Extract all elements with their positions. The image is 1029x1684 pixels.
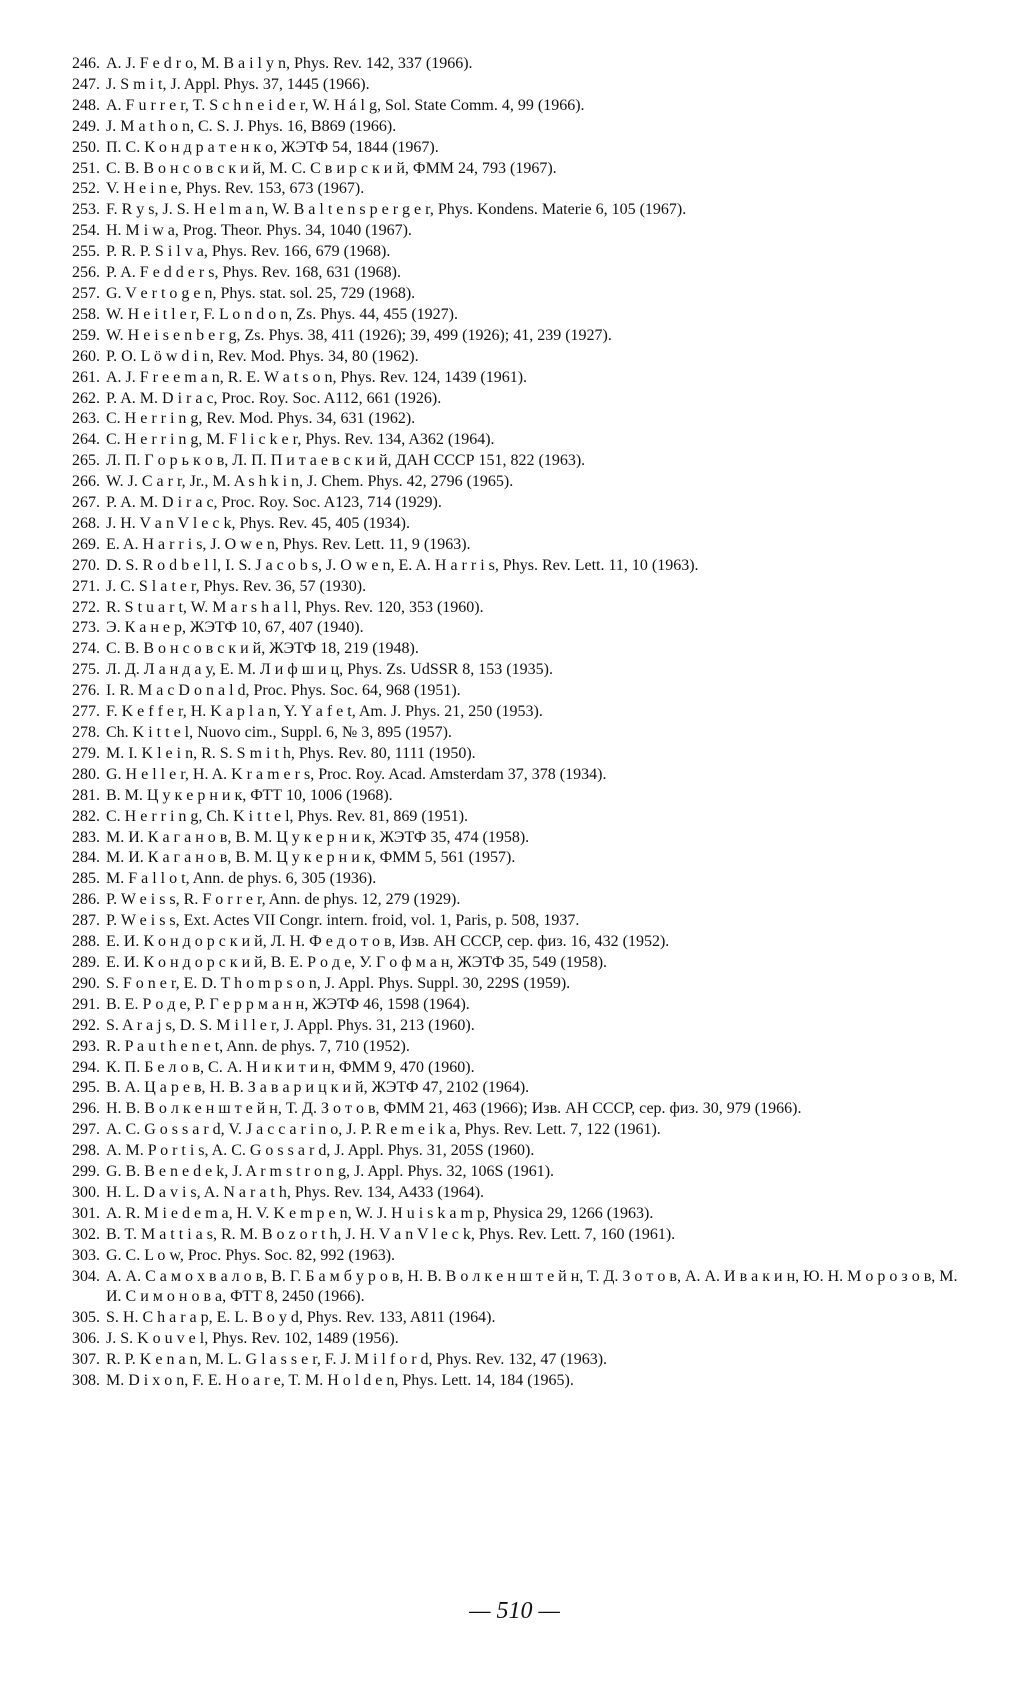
reference-text: A. C. G o s s a r d, V. J a c c a r i n o, J. P. R e m e i k a, Phys. Rev. Lett. 7, 122 (1961).	[106, 1121, 661, 1139]
reference-number: 287.	[72, 912, 100, 930]
reference-text: P. O. L ö w d i n, Rev. Mod. Phys. 34, 80 (1962).	[106, 347, 419, 365]
reference-text: M. F a l l o t, Ann. de phys. 6, 305 (1936).	[106, 870, 377, 888]
reference-number: 262.	[72, 389, 100, 407]
reference-number: 265.	[72, 452, 100, 470]
reference-number: 259.	[72, 326, 100, 344]
reference-text: М. И. К а г а н о в, В. М. Ц у к е р н и к, ЖЭТФ 35, 474 (1958).	[106, 828, 530, 846]
reference-number: 294.	[72, 1058, 100, 1076]
reference-number: 253.	[72, 201, 100, 219]
reference-number: 304.	[72, 1267, 100, 1285]
reference-number: 300.	[72, 1183, 100, 1201]
reference-number: 303.	[72, 1246, 100, 1264]
reference-entry	[56, 577, 976, 598]
reference-text: Ch. K i t t e l, Nuovo cim., Suppl. 6, № 3, 895 (1957).	[106, 724, 452, 741]
reference-entry	[56, 514, 976, 535]
reference-text: P. A. M. D i r a c, Proc. Roy. Soc. A123, 714 (1929).	[106, 494, 442, 512]
reference-text: Э. К а н е р, ЖЭТФ 10, 67, 407 (1940).	[106, 619, 364, 637]
reference-entry	[56, 723, 976, 744]
reference-text: H. L. D a v i s, A. N a r a t h, Phys. Rev. 134, A433 (1964).	[106, 1183, 485, 1201]
reference-number: 276.	[72, 682, 100, 700]
reference-entry	[56, 535, 976, 556]
reference-entry	[56, 1267, 976, 1309]
reference-number: 292.	[72, 1016, 100, 1034]
reference-text: E. A. H a r r i s, J. O w e n, Phys. Rev. Lett. 11, 9 (1963).	[106, 535, 471, 553]
reference-entry	[56, 117, 976, 138]
reference-text: С. В. В о н с о в с к и й, ЖЭТФ 18, 219 (1948).	[106, 640, 419, 658]
reference-number: 299.	[72, 1163, 100, 1181]
reference-entry	[56, 1204, 976, 1225]
reference-list	[56, 54, 976, 1392]
reference-entry	[56, 1016, 976, 1037]
reference-text: R. P. K e n a n, M. L. G l a s s e r, F. J. M i l f o r d, Phys. Rev. 132, 47 (1963).	[106, 1351, 608, 1369]
reference-text: Н. В. В о л к е н ш т е й н, Т. Д. З о т о в, ФММ 21, 463 (1966); Изв. АН СССР, сер. физ. 30, 979 (1966).	[106, 1100, 802, 1118]
reference-number: 275.	[72, 661, 100, 679]
reference-number: 285.	[72, 870, 100, 888]
reference-number: 278.	[72, 724, 100, 741]
reference-entry	[56, 1183, 976, 1204]
reference-number: 247.	[72, 75, 100, 93]
reference-entry	[56, 639, 976, 660]
reference-entry	[56, 1078, 976, 1099]
reference-entry	[56, 995, 976, 1016]
reference-number: 274.	[72, 640, 100, 658]
reference-text: R. P a u t h e n e t, Ann. de phys. 7, 710 (1952).	[106, 1037, 410, 1055]
reference-entry	[56, 263, 976, 284]
reference-entry	[56, 618, 976, 639]
reference-text: A. J. F r e e m a n, R. E. W a t s o n, Phys. Rev. 124, 1439 (1961).	[106, 368, 528, 386]
reference-entry	[56, 284, 976, 305]
reference-entry	[56, 451, 976, 472]
reference-text: B. T. M a t t i a s, R. M. B o z o r t h, J. H. V a n V l e c k, Phys. Rev. Lett. 7, 160 (1961).	[106, 1225, 676, 1243]
reference-number: 256.	[72, 264, 100, 282]
reference-entry	[56, 702, 976, 723]
reference-entry	[56, 1141, 976, 1162]
reference-text: М. И. К а г а н о в, В. М. Ц у к е р н и к, ФММ 5, 561 (1957).	[106, 849, 516, 867]
reference-entry	[56, 1120, 976, 1141]
reference-number: 284.	[72, 849, 100, 867]
reference-text: J. S m i t, J. Appl. Phys. 37, 1445 (1966).	[106, 75, 370, 93]
reference-text: Е. И. К о н д о р с к и й, В. Е. Р о д е, У. Г о ф м а н, ЖЭТФ 35, 549 (1958).	[106, 953, 608, 971]
reference-number: 248.	[72, 96, 100, 114]
reference-entry	[56, 932, 976, 953]
reference-text: А. А. С а м о х в а л о в, В. Г. Б а м б у р о в, Н. В. В о л к е н ш т е й н, Т. Д. З о т о в, А. А. И в а к и н, Ю. Н. М о р о з о в, М. И. С и м о н о в а, ФТТ 8, 2450 (1966).	[106, 1267, 958, 1306]
reference-text: M. D i x o n, F. E. H o a r e, T. M. H o l d e n, Phys. Lett. 14, 184 (1965).	[106, 1372, 574, 1390]
reference-entry	[56, 848, 976, 869]
reference-number: 291.	[72, 995, 100, 1013]
reference-entry	[56, 1037, 976, 1058]
reference-text: M. I. K l e i n, R. S. S m i t h, Phys. Rev. 80, 1111 (1950).	[106, 744, 476, 762]
reference-number: 266.	[72, 473, 100, 491]
reference-number: 271.	[72, 577, 100, 595]
reference-number: 279.	[72, 744, 100, 762]
reference-text: V. H e i n e, Phys. Rev. 153, 673 (1967).	[106, 180, 365, 198]
reference-number: 288.	[72, 933, 100, 951]
reference-number: 269.	[72, 535, 100, 553]
reference-number: 280.	[72, 765, 100, 783]
reference-number: 260.	[72, 347, 100, 365]
reference-entry	[56, 828, 976, 849]
reference-entry	[56, 389, 976, 410]
reference-text: J. S. K o u v e l, Phys. Rev. 102, 1489 (1956).	[106, 1330, 399, 1348]
reference-entry	[56, 242, 976, 263]
reference-number: 308.	[72, 1372, 100, 1390]
reference-number: 252.	[72, 180, 100, 198]
reference-entry	[56, 1308, 976, 1329]
reference-entry	[56, 347, 976, 368]
reference-text: P. W e i s s, Ext. Actes VII Congr. intern. froid, vol. 1, Paris, p. 508, 1937.	[106, 912, 580, 930]
reference-number: 289.	[72, 953, 100, 971]
reference-text: С. В. В о н с о в с к и й, М. С. С в и р с к и й, ФММ 24, 793 (1967).	[106, 159, 557, 177]
reference-entry	[56, 911, 976, 932]
reference-number: 307.	[72, 1351, 100, 1369]
reference-number: 255.	[72, 243, 100, 261]
reference-entry	[56, 786, 976, 807]
reference-text: I. R. M a c D o n a l d, Proc. Phys. Soc. 64, 968 (1951).	[106, 682, 461, 700]
reference-text: Е. И. К о н д о р с к и й, Л. Н. Ф е д о т о в, Изв. АН СССР, сер. физ. 16, 432 (1952).	[106, 933, 670, 951]
reference-entry	[56, 430, 976, 451]
reference-text: P. A. M. D i r a c, Proc. Roy. Soc. A112, 661 (1926).	[106, 389, 442, 407]
reference-text: В. М. Ц у к е р н и к, ФТТ 10, 1006 (1968).	[106, 786, 393, 804]
reference-entry	[56, 1225, 976, 1246]
reference-entry	[56, 200, 976, 221]
reference-number: 272.	[72, 598, 100, 616]
reference-entry	[56, 1246, 976, 1267]
reference-number: 258.	[72, 305, 100, 323]
reference-text: P. W e i s s, R. F o r r e r, Ann. de phys. 12, 279 (1929).	[106, 891, 461, 909]
reference-text: Л. Д. Л а н д а у, Е. М. Л и ф ш и ц, Phys. Zs. UdSSR 8, 153 (1935).	[106, 661, 553, 679]
reference-number: 246.	[72, 55, 100, 72]
reference-entry	[56, 305, 976, 326]
reference-number: 250.	[72, 138, 100, 156]
reference-entry	[56, 493, 976, 514]
reference-entry	[56, 1329, 976, 1350]
reference-text: P. A. F e d d e r s, Phys. Rev. 168, 631 (1968).	[106, 264, 401, 282]
reference-text: J. H. V a n V l e c k, Phys. Rev. 45, 405 (1934).	[106, 514, 410, 532]
reference-text: R. S t u a r t, W. M a r s h a l l, Phys. Rev. 120, 353 (1960).	[106, 598, 484, 616]
reference-entry	[56, 326, 976, 347]
reference-entry	[56, 681, 976, 702]
reference-text: A. F u r r e r, T. S c h n e i d e r, W. H á l g, Sol. State Comm. 4, 99 (1966).	[106, 96, 585, 114]
reference-text: П. С. К о н д р а т е н к о, ЖЭТФ 54, 1844 (1967).	[106, 138, 439, 156]
reference-text: G. H e l l e r, H. A. K r a m e r s, Proc. Roy. Acad. Amsterdam 37, 378 (1934).	[106, 765, 607, 783]
reference-number: 267.	[72, 494, 100, 512]
reference-text: Л. П. Г о р ь к о в, Л. П. П и т а е в с к и й, ДАН СССР 151, 822 (1963).	[106, 452, 586, 470]
reference-number: 296.	[72, 1100, 100, 1118]
reference-number: 281.	[72, 786, 100, 804]
reference-number: 263.	[72, 410, 100, 428]
reference-entry	[56, 974, 976, 995]
reference-text: W. H e i t l e r, F. L o n d o n, Zs. Phys. 44, 455 (1927).	[106, 305, 458, 323]
reference-text: F. K e f f e r, H. K a p l a n, Y. Y a f e t, Am. J. Phys. 21, 250 (1953).	[106, 703, 543, 721]
reference-entry	[56, 96, 976, 117]
reference-entry	[56, 159, 976, 180]
reference-text: J. C. S l a t e r, Phys. Rev. 36, 57 (1930).	[106, 577, 367, 595]
reference-entry	[56, 221, 976, 242]
reference-entry	[56, 179, 976, 200]
reference-entry	[56, 1099, 976, 1120]
reference-text: F. R y s, J. S. H e l m a n, W. B a l t e n s p e r g e r, Phys. Kondens. Materie 6, 105 (1967).	[106, 201, 687, 219]
reference-text: C. H e r r i n g, Ch. K i t t e l, Phys. Rev. 81, 869 (1951).	[106, 807, 469, 825]
reference-number: 249.	[72, 117, 100, 135]
reference-number: 290.	[72, 974, 100, 992]
reference-entry	[56, 598, 976, 619]
reference-entry	[56, 1162, 976, 1183]
reference-entry	[56, 807, 976, 828]
reference-number: 306.	[72, 1330, 100, 1348]
reference-entry	[56, 869, 976, 890]
reference-entry	[56, 890, 976, 911]
reference-entry	[56, 54, 976, 75]
reference-number: 286.	[72, 891, 100, 909]
reference-entry	[56, 556, 976, 577]
reference-text: G. V e r t o g e n, Phys. stat. sol. 25, 729 (1968).	[106, 284, 416, 302]
reference-number: 273.	[72, 619, 100, 637]
reference-entry	[56, 1350, 976, 1371]
reference-number: 261.	[72, 368, 100, 386]
reference-text: A. J. F e d r o, M. B a i l y n, Phys. Rev. 142, 337 (1966).	[106, 55, 473, 72]
reference-text: В. А. Ц а р е в, Н. В. З а в а р и ц к и й, ЖЭТФ 47, 2102 (1964).	[106, 1079, 530, 1097]
reference-entry	[56, 765, 976, 786]
reference-number: 268.	[72, 514, 100, 532]
reference-number: 282.	[72, 807, 100, 825]
reference-number: 264.	[72, 431, 100, 449]
reference-number: 254.	[72, 222, 100, 240]
reference-number: 305.	[72, 1309, 100, 1327]
reference-entry	[56, 660, 976, 681]
reference-text: В. Е. Р о д е, Р. Г е р р м а н н, ЖЭТФ 46, 1598 (1964).	[106, 995, 470, 1013]
reference-text: D. S. R o d b e l l, I. S. J a c o b s, J. O w e n, E. A. H a r r i s, Phys. Rev. Lett. 11, 10 (1963).	[106, 556, 699, 574]
reference-entry	[56, 75, 976, 96]
reference-entry	[56, 472, 976, 493]
reference-text: S. H. C h a r a p, E. L. B o y d, Phys. Rev. 133, A811 (1964).	[106, 1309, 496, 1327]
reference-entry	[56, 409, 976, 430]
reference-text: S. A r a j s, D. S. M i l l e r, J. Appl. Phys. 31, 213 (1960).	[106, 1016, 475, 1034]
reference-text: S. F o n e r, E. D. T h o m p s o n, J. Appl. Phys. Suppl. 30, 229S (1959).	[106, 974, 571, 992]
reference-text: A. M. P o r t i s, A. C. G o s s a r d, J. Appl. Phys. 31, 205S (1960).	[106, 1142, 535, 1160]
reference-number: 251.	[72, 159, 100, 177]
reference-text: P. R. P. S i l v a, Phys. Rev. 166, 679 (1968).	[106, 243, 391, 261]
reference-text: G. C. L o w, Proc. Phys. Soc. 82, 992 (1963).	[106, 1246, 396, 1264]
reference-number: 270.	[72, 556, 100, 574]
reference-entry	[56, 953, 976, 974]
reference-text: C. H e r r i n g, Rev. Mod. Phys. 34, 631 (1962).	[106, 410, 416, 428]
reference-number: 295.	[72, 1079, 100, 1097]
reference-number: 302.	[72, 1225, 100, 1243]
reference-entry	[56, 1371, 976, 1392]
reference-entry	[56, 1058, 976, 1079]
reference-number: 277.	[72, 703, 100, 721]
reference-number: 257.	[72, 284, 100, 302]
reference-text: H. M i w a, Prog. Theor. Phys. 34, 1040 (1967).	[106, 222, 412, 240]
reference-text: A. R. M i e d e m a, H. V. K e m p e n, W. J. H u i s k a m p, Physica 29, 1266 (1963).	[106, 1204, 654, 1222]
reference-number: 301.	[72, 1204, 100, 1222]
reference-text: W. H e i s e n b e r g, Zs. Phys. 38, 411 (1926); 39, 499 (1926); 41, 239 (1927).	[106, 326, 612, 344]
page-number: — 510 —	[469, 1598, 560, 1624]
reference-number: 298.	[72, 1142, 100, 1160]
reference-entry	[56, 368, 976, 389]
reference-text: C. H e r r i n g, M. F l i c k e r, Phys. Rev. 134, A362 (1964).	[106, 431, 495, 449]
reference-entry	[56, 138, 976, 159]
reference-number: 297.	[72, 1121, 100, 1139]
reference-number: 293.	[72, 1037, 100, 1055]
reference-text: W. J. C a r r, Jr., M. A s h k i n, J. Chem. Phys. 42, 2796 (1965).	[106, 473, 514, 491]
reference-text: J. M a t h o n, C. S. J. Phys. 16, B869 (1966).	[106, 117, 397, 135]
reference-number: 283.	[72, 828, 100, 846]
reference-entry	[56, 744, 976, 765]
reference-text: G. B. B e n e d e k, J. A r m s t r o n g, J. Appl. Phys. 32, 106S (1961).	[106, 1163, 555, 1181]
reference-text: К. П. Б е л о в, С. А. Н и к и т и н, ФММ 9, 470 (1960).	[106, 1058, 475, 1076]
